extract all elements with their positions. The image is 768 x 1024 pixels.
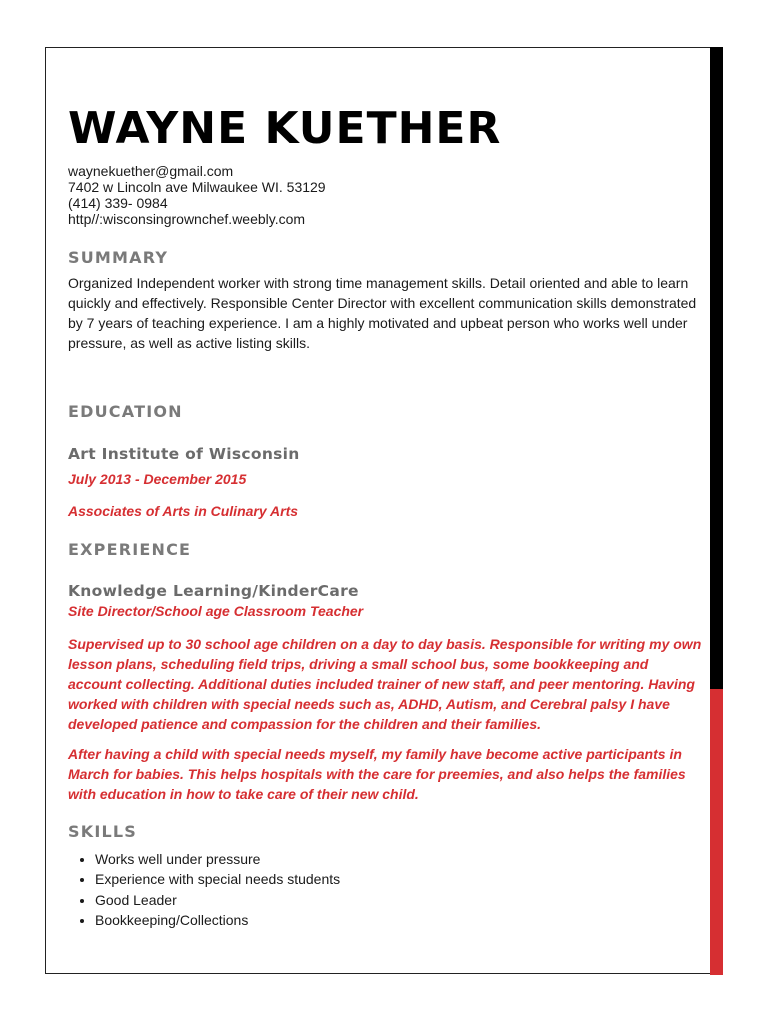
education-dates: July 2013 - December 2015	[68, 471, 247, 487]
skills-list	[68, 849, 340, 930]
contact-phone: (414) 339- 0984	[68, 195, 168, 211]
experience-paragraph: Supervised up to 30 school age children on a day to day basis. Responsible for writing my own lesson plans, scheduling field trips, driving a small school bus, some bookkeeping and account collecting. Additional duties included trainer of new staff, and peer mentoring. Having worked with children with special needs such as, ADHD, Autism, and Cerebral palsy I have developed patience and compassion for the children and their families.	[68, 636, 702, 732]
education-heading: EDUCATION	[68, 402, 183, 421]
skills-heading: SKILLS	[68, 822, 137, 841]
education-school: Art Institute of Wisconsin	[68, 445, 300, 463]
contact-address: 7402 w Lincoln ave Milwaukee WI. 53129	[68, 179, 326, 195]
experience-paragraph: After having a child with special needs myself, my family have become active participants in March for babies. This helps hospitals with the care for preemies, and also helps the families with education in how to take care of their new child.	[68, 746, 686, 802]
candidate-name: WAYNE KUETHER	[68, 103, 502, 154]
skill-item: • Good Leader	[95, 890, 340, 910]
experience-job-title: Site Director/School age Classroom Teacher	[68, 603, 364, 619]
experience-employer: Knowledge Learning/KinderCare	[68, 582, 359, 600]
sidebar-bar-black	[710, 47, 723, 689]
skill-item: • Bookkeeping/Collections	[95, 910, 340, 930]
summary-heading: SUMMARY	[68, 248, 169, 267]
education-degree: Associates of Arts in Culinary Arts	[68, 503, 299, 519]
skill-item: • Experience with special needs students	[95, 869, 340, 889]
skill-item: • Works well under pressure	[95, 849, 340, 869]
contact-website: http//:wisconsingrownchef.weebly.com	[68, 211, 306, 227]
sidebar-bar-red	[710, 689, 723, 975]
experience-heading: EXPERIENCE	[68, 540, 192, 559]
summary-text: Organized Independent worker with strong time management skills. Detail oriented and able to learn quickly and effectively. Responsible Center Director with excellent communication skills demonstrated by 7 years of teaching experience. I am a highly motivated and upbeat person who works well under pressure, as well as active listing skills.	[68, 275, 697, 351]
contact-block	[68, 163, 326, 227]
contact-email: waynekuether@gmail.com	[68, 163, 234, 179]
